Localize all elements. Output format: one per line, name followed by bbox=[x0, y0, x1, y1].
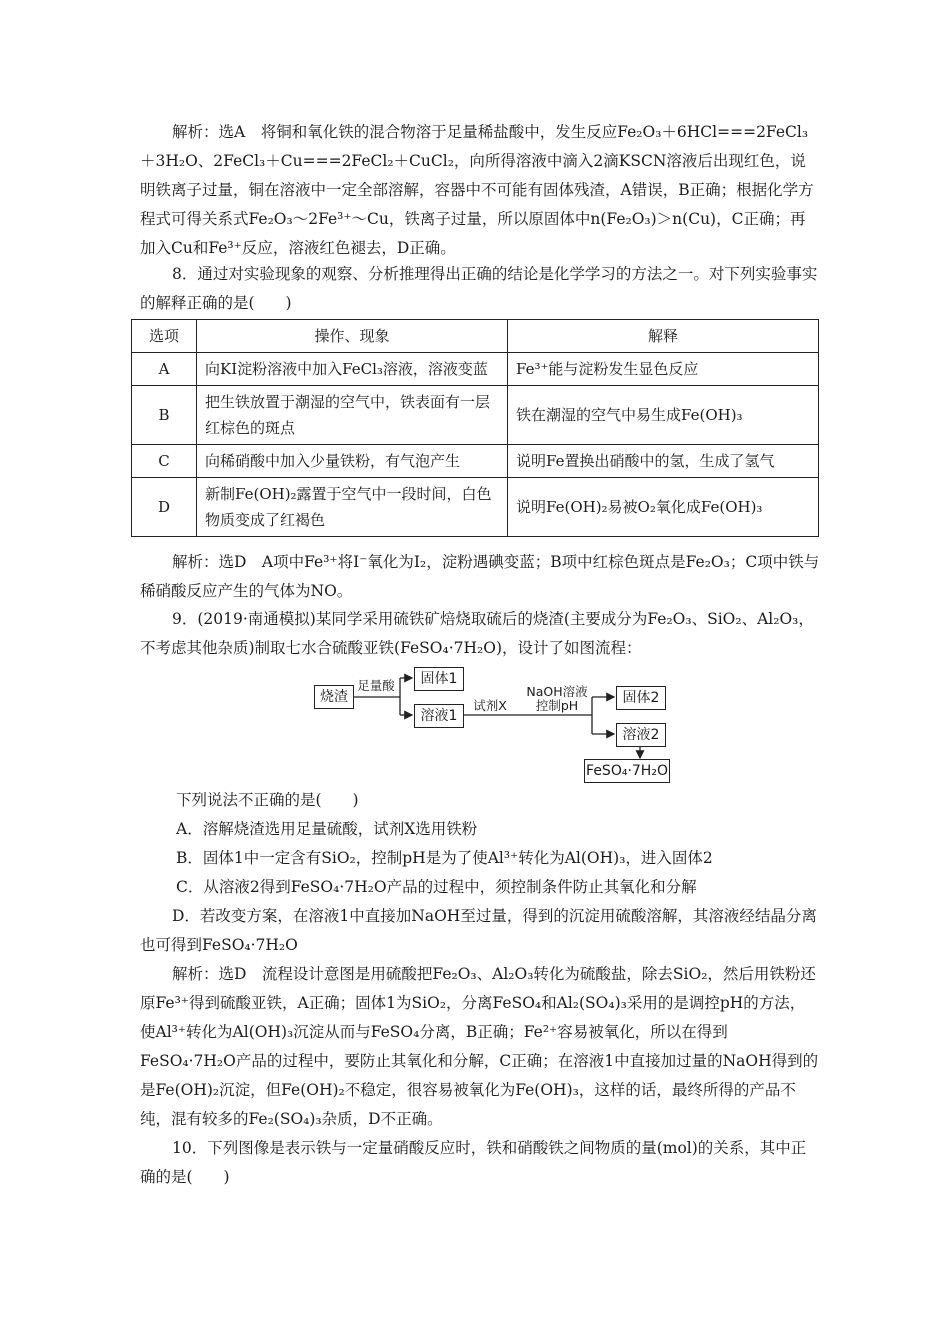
table-row bbox=[132, 478, 819, 537]
q7-analysis: 解析：选A 将铜和氧化铁的混合物溶于足量稀盐酸中，发生反应Fe₂O₃＋6HCl===2FeCl₃＋3H₂O、2FeCl₃＋Cu===2FeCl₂＋CuCl₂，向所得溶液中滴入2滴KSCN溶液后出现红色，说明铁离子过量，铜在溶液中一定全部溶解，容器中不可能有固体残渣，A错误，B正确；根据化学方程式可得关系式Fe₂O₃～2Fe³⁺～Cu，铁离子过量，所以原固体中n(Fe₂O₃)＞n(Cu)，C正确；再加入Cu和Fe³⁺反应，溶液红色褪去，D正确。 bbox=[140, 123, 814, 257]
q9-analysis: 解析：选D 流程设计意图是用硫酸把Fe₂O₃、Al₂O₃转化为硫酸盐，除去SiO₂，然后用铁粉还原Fe³⁺得到硫酸亚铁，A正确；固体1为SiO₂，分离FeSO₄和Al₂(SO₄)₃采用的是调控pH的方法，使Al³⁺转化为Al(OH)₃沉淀从而与FeSO₄分离，B正确；Fe²⁺容易被氧化，所以在得到FeSO₄·7H₂O产品的过程中，要防止其氧化和分解，C正确；在溶液1中直接加过量的NaOH得到的是Fe(OH)₂沉淀，但Fe(OH)₂不稳定，很容易被氧化为Fe(OH)₃，这样的话，最终所得的产品不纯，混有较多的Fe₂(SO₄)₃杂质，D不正确。 bbox=[140, 965, 819, 1128]
flow-reagent-label: 试剂X bbox=[473, 698, 507, 713]
table-row bbox=[132, 445, 819, 478]
flow-diagram bbox=[312, 668, 672, 783]
row-operation: 向KI淀粉溶液中加入FeCl₃溶液，溶液变蓝 bbox=[197, 353, 508, 386]
table-row bbox=[132, 353, 819, 386]
row-explanation: 说明Fe(OH)₂易被O₂氧化成Fe(OH)₃ bbox=[508, 478, 819, 537]
q10-stem: 10．下列图像是表示铁与一定量硝酸反应时，铁和硝酸铁之间物质的量(mol)的关系，其中正确的是( ) bbox=[140, 1139, 807, 1186]
q8-analysis: 解析：选D A项中Fe³⁺将I⁻氧化为I₂，淀粉遇碘变蓝；B项中红棕色斑点是Fe₂O₃；C项中铁与稀硝酸反应产生的气体为NO。 bbox=[140, 553, 820, 600]
q8-table bbox=[131, 319, 819, 537]
q9-question: 下列说法不正确的是( ) bbox=[176, 791, 359, 809]
row-operation: 向稀硝酸中加入少量铁粉，有气泡产生 bbox=[197, 445, 508, 478]
flow-solution1-box: 溶液1 bbox=[414, 704, 464, 728]
flow-acid-label: 足量酸 bbox=[357, 678, 395, 693]
flow-ph-label: 控制pH bbox=[535, 698, 579, 713]
row-option: A bbox=[132, 353, 197, 386]
row-option: B bbox=[132, 386, 197, 445]
q9-stem: 9．(2019·南通模拟)某同学采用硫铁矿焙烧取硫后的烧渣(主要成分为Fe₂O₃、SiO₂、Al₂O₃，不考虑其他杂质)制取七水合硫酸亚铁(FeSO₄·7H₂O)，设计了如图流程： bbox=[140, 610, 814, 657]
header-explanation: 解释 bbox=[508, 320, 819, 353]
header-operation: 操作、现象 bbox=[197, 320, 508, 353]
q9-option-a: A．溶解烧渣选用足量硫酸，试剂X选用铁粉 bbox=[176, 820, 478, 838]
row-explanation: 铁在潮湿的空气中易生成Fe(OH)₃ bbox=[508, 386, 819, 445]
row-explanation: Fe³⁺能与淀粉发生显色反应 bbox=[508, 353, 819, 386]
flow-naoh-label: NaOH溶液 bbox=[526, 684, 588, 699]
flow-start-box: 烧渣 bbox=[314, 685, 354, 709]
row-operation: 把生铁放置于潮湿的空气中，铁表面有一层红棕色的斑点 bbox=[197, 386, 508, 445]
flow-solid1-box: 固体1 bbox=[414, 667, 464, 691]
row-option: C bbox=[132, 445, 197, 478]
row-explanation: 说明Fe置换出硝酸中的氢，生成了氢气 bbox=[508, 445, 819, 478]
q9-option-c: C．从溶液2得到FeSO₄·7H₂O产品的过程中，须控制条件防止其氧化和分解 bbox=[176, 878, 697, 896]
q9-option-d: D．若改变方案，在溶液1中直接加NaOH至过量，得到的沉淀用硫酸溶解，其溶液经结晶分离也可得到FeSO₄·7H₂O bbox=[140, 907, 817, 954]
table-row bbox=[132, 386, 819, 445]
flow-solution2-box: 溶液2 bbox=[616, 723, 666, 747]
row-option: D bbox=[132, 478, 197, 537]
flow-product-box: FeSO₄·7H₂O bbox=[584, 759, 670, 783]
table-header-row bbox=[132, 320, 819, 353]
q9-option-b: B．固体1中一定含有SiO₂，控制pH是为了使Al³⁺转化为Al(OH)₃，进入固体2 bbox=[176, 849, 713, 867]
q8-stem: 8．通过对实验现象的观察、分析推理得出正确的结论是化学学习的方法之一。对下列实验事实的解释正确的是( ) bbox=[140, 265, 818, 312]
row-operation: 新制Fe(OH)₂露置于空气中一段时间，白色物质变成了红褐色 bbox=[197, 478, 508, 537]
flow-solid2-box: 固体2 bbox=[616, 686, 666, 710]
header-option: 选项 bbox=[132, 320, 197, 353]
